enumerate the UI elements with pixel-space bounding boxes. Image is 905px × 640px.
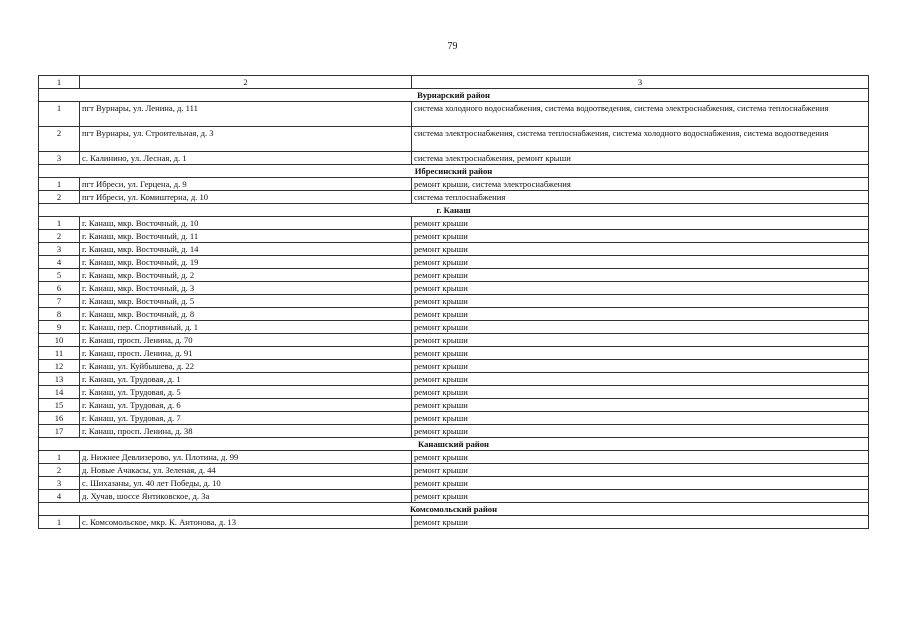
section-title: Канашский район: [39, 438, 869, 451]
table-row: [39, 464, 869, 477]
row-works: ремонт крыши: [412, 399, 869, 412]
row-works: система теплоснабжения: [412, 191, 869, 204]
table-row: [39, 347, 869, 360]
row-number: 1: [39, 516, 80, 529]
row-address: г. Канаш, ул. Трудовая, д. 6: [80, 399, 412, 412]
page-number: 79: [447, 41, 458, 52]
row-number: 12: [39, 360, 80, 373]
section-title: Комсомольский район: [39, 503, 869, 516]
works-table: [38, 75, 869, 529]
header-row: [39, 76, 869, 89]
row-address: с. Комсомольское, мкр. К. Антонова, д. 13: [80, 516, 412, 529]
table-row: [39, 334, 869, 347]
row-number: 3: [39, 243, 80, 256]
row-works: ремонт крыши: [412, 373, 869, 386]
row-number: 8: [39, 308, 80, 321]
row-address: г. Канаш, мкр. Восточный, д. 19: [80, 256, 412, 269]
row-number: 4: [39, 490, 80, 503]
row-address: г. Канаш, ул. Трудовая, д. 1: [80, 373, 412, 386]
row-works: ремонт крыши: [412, 516, 869, 529]
row-number: 14: [39, 386, 80, 399]
table-row: [39, 256, 869, 269]
row-works: ремонт крыши: [412, 269, 869, 282]
section-header-row: [39, 438, 869, 451]
row-works: ремонт крыши: [412, 451, 869, 464]
row-address: д. Новые Ачакасы, ул. Зеленая, д. 44: [80, 464, 412, 477]
row-number: 1: [39, 102, 80, 127]
table-row: [39, 321, 869, 334]
row-works: ремонт крыши: [412, 321, 869, 334]
table-row: [39, 308, 869, 321]
row-address: г. Канаш, мкр. Восточный, д. 2: [80, 269, 412, 282]
row-number: 2: [39, 127, 80, 152]
table-row: [39, 451, 869, 464]
row-works: ремонт крыши: [412, 464, 869, 477]
table-row: [39, 516, 869, 529]
table-row: [39, 178, 869, 191]
row-address: г. Канаш, пер. Спортивный, д. 1: [80, 321, 412, 334]
row-works: ремонт крыши, система электроснабжения: [412, 178, 869, 191]
row-address: г. Канаш, мкр. Восточный, д. 3: [80, 282, 412, 295]
table-row: [39, 282, 869, 295]
row-works: ремонт крыши: [412, 295, 869, 308]
table-row: [39, 360, 869, 373]
table-row: [39, 425, 869, 438]
row-address: г. Канаш, просп. Ленина, д. 70: [80, 334, 412, 347]
row-number: 3: [39, 477, 80, 490]
row-address: с. Шихазаны, ул. 40 лет Победы, д. 10: [80, 477, 412, 490]
table-row: [39, 295, 869, 308]
table-row: [39, 386, 869, 399]
row-number: 3: [39, 152, 80, 165]
row-works: ремонт крыши: [412, 217, 869, 230]
row-works: ремонт крыши: [412, 425, 869, 438]
table-row: [39, 490, 869, 503]
section-title: г. Канаш: [39, 204, 869, 217]
section-header-row: [39, 165, 869, 178]
row-address: г. Канаш, ул. Куйбышева, д. 22: [80, 360, 412, 373]
table-row: [39, 191, 869, 204]
table-row: [39, 127, 869, 152]
row-number: 2: [39, 464, 80, 477]
section-header-row: [39, 503, 869, 516]
row-address: г. Канаш, мкр. Восточный, д. 10: [80, 217, 412, 230]
table-row: [39, 102, 869, 127]
section-header-row: [39, 89, 869, 102]
section-title: Ибресинский район: [39, 165, 869, 178]
row-works: ремонт крыши: [412, 334, 869, 347]
row-number: 15: [39, 399, 80, 412]
row-address: г. Канаш, ул. Трудовая, д. 5: [80, 386, 412, 399]
row-number: 1: [39, 178, 80, 191]
row-works: ремонт крыши: [412, 256, 869, 269]
table-body: [39, 76, 869, 529]
table-row: [39, 477, 869, 490]
row-number: 2: [39, 191, 80, 204]
row-works: ремонт крыши: [412, 490, 869, 503]
table-row: [39, 152, 869, 165]
row-works: ремонт крыши: [412, 477, 869, 490]
table-row: [39, 373, 869, 386]
row-number: 5: [39, 269, 80, 282]
header-col-2: 2: [80, 76, 412, 89]
row-works: ремонт крыши: [412, 360, 869, 373]
row-number: 1: [39, 451, 80, 464]
row-works: ремонт крыши: [412, 243, 869, 256]
row-works: ремонт крыши: [412, 412, 869, 425]
table-row: [39, 243, 869, 256]
row-number: 2: [39, 230, 80, 243]
row-number: 10: [39, 334, 80, 347]
row-works: ремонт крыши: [412, 230, 869, 243]
row-works: система электроснабжения, система теплоснабжения, система холодного водоснабжения, система водоотведения: [412, 127, 869, 152]
table-row: [39, 269, 869, 282]
row-address: д. Хучав, шоссе Янтиковское, д. 3а: [80, 490, 412, 503]
row-address: г. Канаш, просп. Ленина, д. 91: [80, 347, 412, 360]
row-number: 13: [39, 373, 80, 386]
row-address: г. Канаш, мкр. Восточный, д. 5: [80, 295, 412, 308]
row-number: 17: [39, 425, 80, 438]
row-address: г. Канаш, ул. Трудовая, д. 7: [80, 412, 412, 425]
row-works: система холодного водоснабжения, система водоотведения, система электроснабжения, система теплоснабжения: [412, 102, 869, 127]
row-works: система электроснабжения, ремонт крыши: [412, 152, 869, 165]
row-works: ремонт крыши: [412, 386, 869, 399]
table-row: [39, 412, 869, 425]
table-row: [39, 399, 869, 412]
header-col-3: 3: [412, 76, 869, 89]
row-number: 9: [39, 321, 80, 334]
table-row: [39, 217, 869, 230]
row-address: пгт Вурнары, ул. Строительная, д. 3: [80, 127, 412, 152]
row-number: 4: [39, 256, 80, 269]
row-address: пгт Ибреси, ул. Комиштерна, д. 10: [80, 191, 412, 204]
row-number: 1: [39, 217, 80, 230]
row-works: ремонт крыши: [412, 282, 869, 295]
row-address: г. Канаш, мкр. Восточный, д. 14: [80, 243, 412, 256]
row-address: с. Калинино, ул. Лесная, д. 1: [80, 152, 412, 165]
table-row: [39, 230, 869, 243]
row-number: 6: [39, 282, 80, 295]
row-number: 11: [39, 347, 80, 360]
row-address: пгт Ибреси, ул. Герцена, д. 9: [80, 178, 412, 191]
row-number: 16: [39, 412, 80, 425]
row-number: 7: [39, 295, 80, 308]
row-works: ремонт крыши: [412, 347, 869, 360]
header-col-1: 1: [39, 76, 80, 89]
row-address: д. Нижнее Девлизерово, ул. Плотина, д. 99: [80, 451, 412, 464]
section-title: Вурнарский район: [39, 89, 869, 102]
row-address: г. Канаш, просп. Ленина, д. 38: [80, 425, 412, 438]
section-header-row: [39, 204, 869, 217]
row-works: ремонт крыши: [412, 308, 869, 321]
row-address: г. Канаш, мкр. Восточный, д. 8: [80, 308, 412, 321]
row-address: г. Канаш, мкр. Восточный, д. 11: [80, 230, 412, 243]
row-address: пгт Вурнары, ул. Ленина, д. 111: [80, 102, 412, 127]
